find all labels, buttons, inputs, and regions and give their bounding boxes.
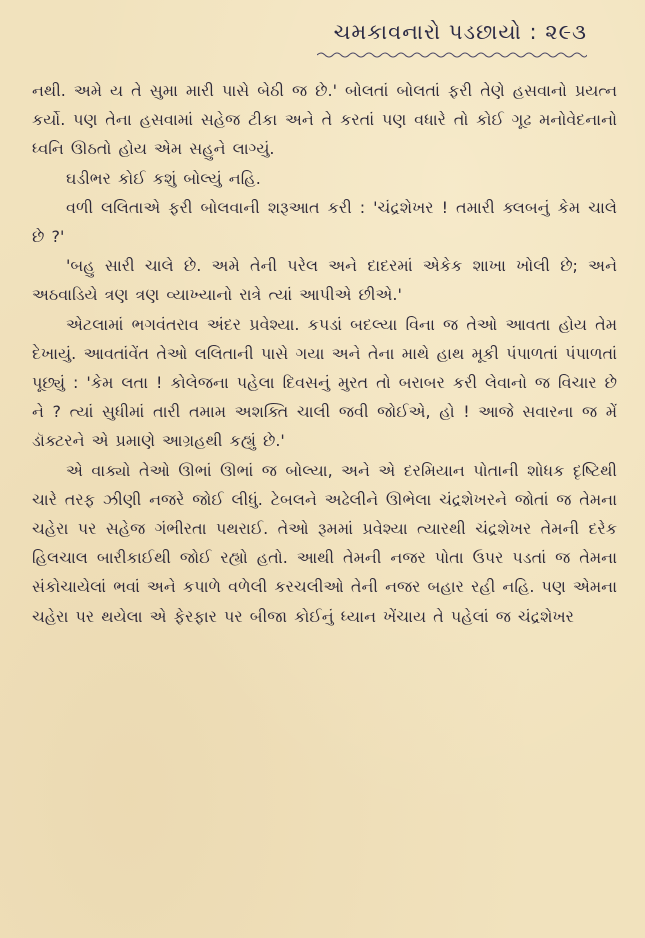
body-text (32, 76, 617, 926)
paragraph: નથી. અમે ય તે સુમા મારી પાસે બેઠી જ છે.' બોલતાં બોલતાં ફરી તેણે હસવાનો પ્રયત્ન કર્યો. પણ તેના હસવામાં સહેજ ટીકા અને તે કરતાં પણ વધારે તો કોઈ ગૂઢ મનોવેદનાનો ધ્વનિ ઊઠતો હોય એમ સહુને લાગ્યું. (32, 81, 617, 159)
paragraph: 'બહુ સારી ચાલે છે. અમે તેની પરેલ અને દાદરમાં એકેક શાખા ખોલી છે; અને અઠવાડિયે ત્રણ ત્રણ વ્યાખ્યાનો રાત્રે ત્યાં આપીએ છીએ.' (32, 256, 617, 305)
wavy-header-rule (317, 51, 587, 59)
page-header (317, 20, 587, 59)
paragraph: વળી લલિતાએ ફરી બોલવાની શરૂઆત કરી : 'ચંદ્રશેખર ! તમારી ક્લબનું કેમ ચાલે છે ?' (32, 197, 617, 247)
paragraph: ઘડીભર કોઈ કશું બોલ્યું નહિ. (66, 168, 261, 188)
paragraph: એટલામાં ભગવંતરાવ અંદર પ્રવેશ્યા. કપડાં બદલ્યા વિના જ તેઓ આવતા હોય તેમ દેખાયું. આવતાંવેંત તેઓ લલિતાની પાસે ગયા અને તેના માથે હાથ મૂકી પંપાળતાં પંપાળતાં પૂછ્યું : 'કેમ લતા ! કોલેજના પહેલા દિવસનું મુરત તો બરાબર કરી લેવાનો જ વિચાર છે ને ? ત્યાં સુધીમાં તારી તમામ અશક્તિ ચાલી જવી જોઈએ, હો ! આજે સવારના જ મેં ડૉક્ટરને એ પ્રમાણે આગ્રહથી કહ્યું છે.' (32, 314, 617, 451)
running-title: ચમકાવનારો પડછાયો : ૨૯૩ (333, 20, 587, 44)
paragraph: એ વાક્યો તેઓ ઊભાં ઊભાં જ બોલ્યા, અને એ દરમિયાન પોતાની શોધક દૃષ્ટિથી ચારે તરફ ઝીણી નજરે જોઈ લીધું. ટેબલને અઢેલીને ઊભેલા ચંદ્રશેખરને જોતાં જ તેમના ચહેરા પર સહેજ ગંભીરતા પથરાઈ. તેઓ રૂમમાં પ્રવેશ્યા ત્યારથી ચંદ્રશેખર તેમની દરેક હિલચાલ બારીકાઈથી જોઈ રહ્યો હતો. આથી તેમની નજર પોતા ઉપર પડતાં જ તેમના સંકોચાયેલાં ભવાં અને કપાળે વળેલી કરચલીઓ તેની નજર બહાર રહી નહિ. પણ એમના ચહેરા પર થયેલા એ ફેરફાર પર બીજા કોઈનું ધ્યાન ખેંચાય તે પહેલાં જ ચંદ્રશેખર (32, 460, 617, 626)
